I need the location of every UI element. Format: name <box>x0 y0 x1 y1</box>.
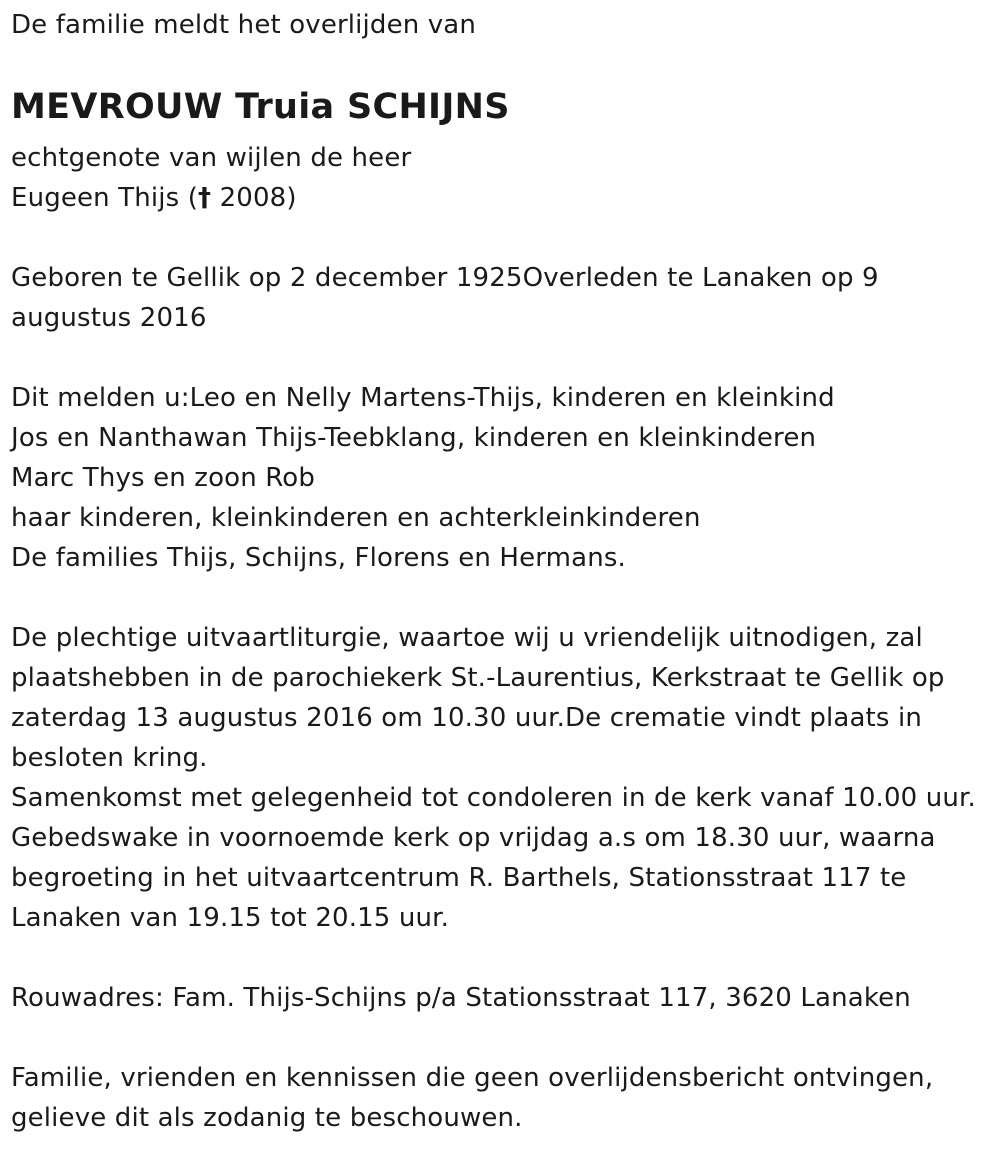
spacer <box>11 938 991 978</box>
announcer-line: Jos en Nanthawan Thijs-Teebklang, kinderen en kleinkinderen <box>11 423 817 453</box>
deceased-name: MEVROUW Truia SCHIJNS <box>11 87 510 127</box>
spouse-name-line <box>11 178 991 218</box>
announcer-line: De families Thijs, Schijns, Florens en Hermans. <box>11 543 626 573</box>
spacer <box>11 338 991 378</box>
obituary-notice <box>11 0 991 1138</box>
intro-text: De familie meldt het overlijden van <box>11 10 477 40</box>
ceremony-line: begroeting in het uitvaartcentrum R. Barthels, Stationsstraat 117 te <box>11 863 907 893</box>
ceremony-line: zaterdag 13 augustus 2016 om 10.30 uur.De crematie vindt plaats in <box>11 703 923 733</box>
announcers-block <box>11 378 991 578</box>
spacer <box>11 1018 991 1058</box>
ceremony-line: Gebedswake in voornoemde kerk op vrijdag a.s om 18.30 uur, waarna <box>11 823 936 853</box>
spouse-death-year: 2008) <box>211 183 297 213</box>
birth-death-line: Geboren te Gellik op 2 december 1925Overleden te Lanaken op 9 <box>11 263 879 293</box>
spacer <box>11 578 991 618</box>
spacer <box>11 218 991 258</box>
mourning-address: Rouwadres: Fam. Thijs-Schijns p/a Stationsstraat 117, 3620 Lanaken <box>11 983 911 1013</box>
spouse-line: echtgenote van wijlen de heer <box>11 143 412 173</box>
birth-death-line: augustus 2016 <box>11 303 207 333</box>
ceremony-line: besloten kring. <box>11 743 208 773</box>
ceremony-block <box>11 618 991 938</box>
closing-block <box>11 1058 991 1138</box>
ceremony-line: plaatshebben in de parochiekerk St.-Laurentius, Kerkstraat te Gellik op <box>11 663 945 693</box>
ceremony-line: Samenkomst met gelegenheid tot condoleren in de kerk vanaf 10.00 uur. <box>11 783 976 813</box>
spouse-name: Eugeen Thijs ( <box>11 183 199 213</box>
cross-icon: † <box>198 183 212 213</box>
ceremony-line: Lanaken van 19.15 tot 20.15 uur. <box>11 903 450 933</box>
ceremony-line: De plechtige uitvaartliturgie, waartoe wij u vriendelijk uitnodigen, zal <box>11 623 923 653</box>
closing-line: Familie, vrienden en kennissen die geen overlijdensbericht ontvingen, <box>11 1063 934 1093</box>
announcer-line: Dit melden u:Leo en Nelly Martens-Thijs, kinderen en kleinkind <box>11 383 835 413</box>
closing-line: gelieve dit als zodanig te beschouwen. <box>11 1103 523 1133</box>
announcer-line: Marc Thys en zoon Rob <box>11 463 316 493</box>
announcer-line: haar kinderen, kleinkinderen en achterkleinkinderen <box>11 503 701 533</box>
